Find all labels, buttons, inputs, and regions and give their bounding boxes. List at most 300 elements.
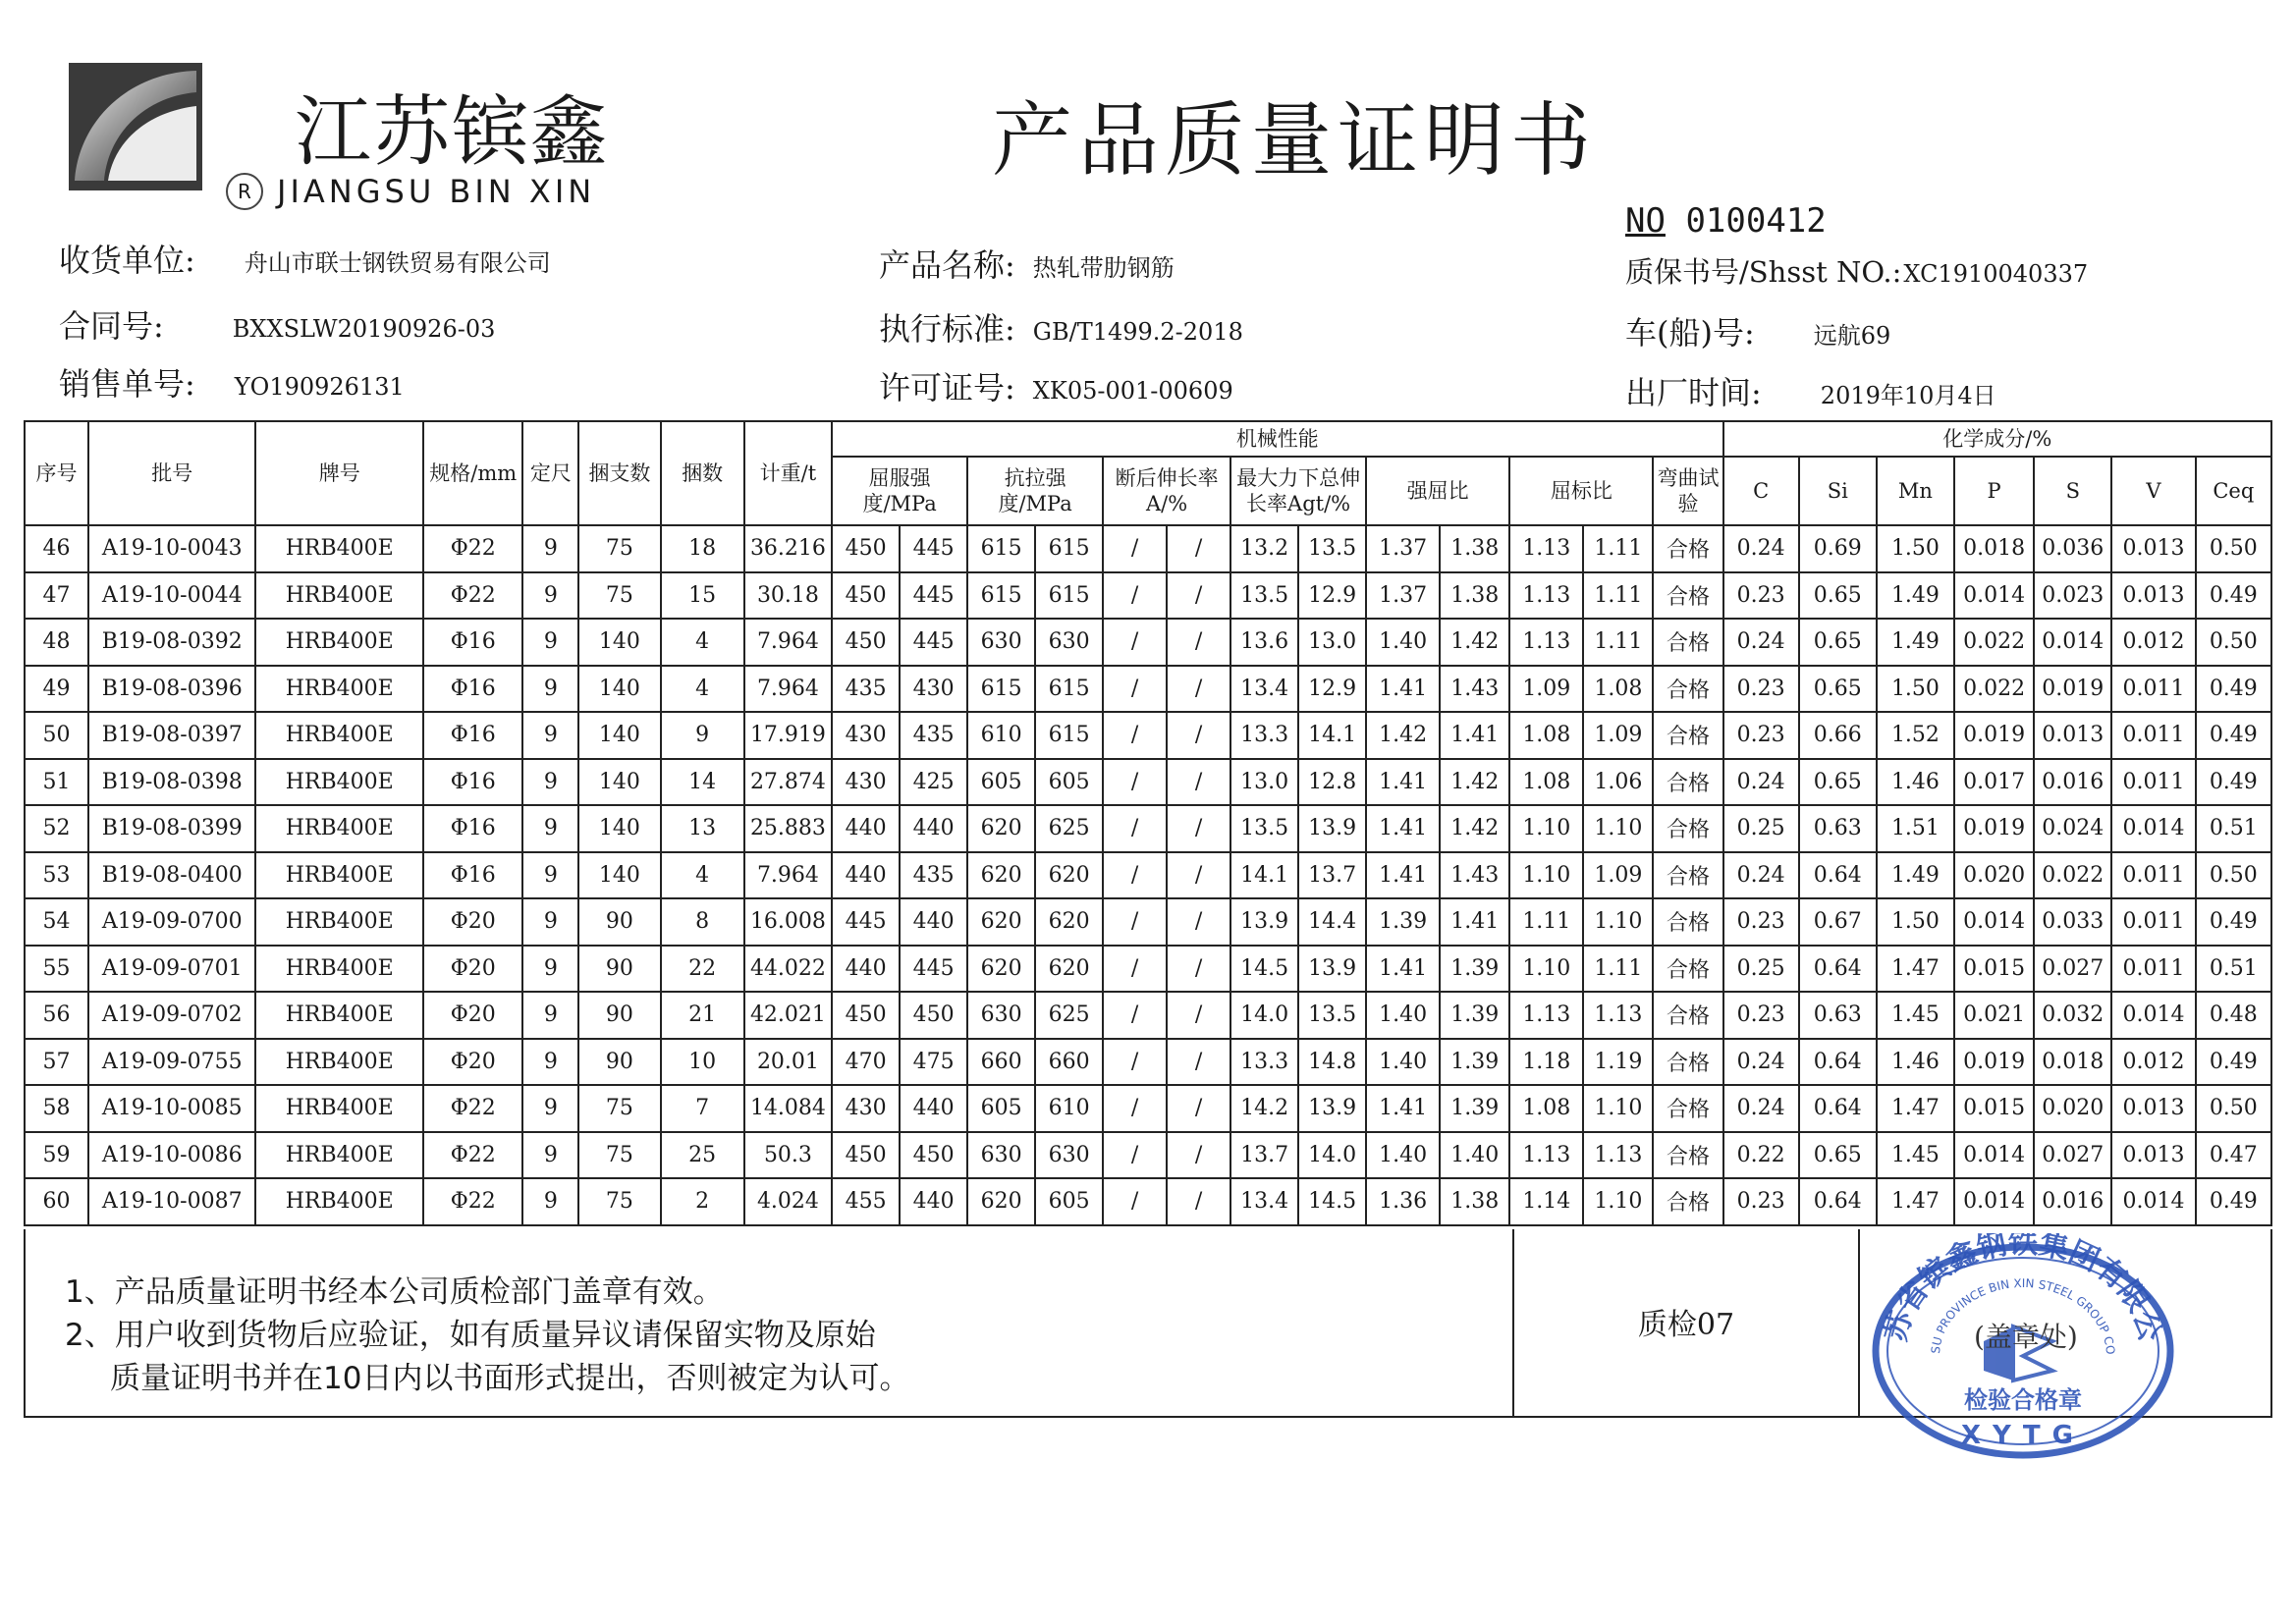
cell-batch: B19-08-0397: [88, 712, 256, 759]
note-2: 2、用户收到货物后应验证，如有质量异议请保留实物及原始: [65, 1318, 876, 1353]
document-number: [1625, 201, 1827, 241]
cell-q2: 1.11: [1583, 572, 1653, 620]
cell-ceq: 0.50: [2196, 525, 2271, 572]
cell-si: 0.65: [1799, 1132, 1877, 1179]
cell-p: 0.019: [1954, 1039, 2034, 1086]
cell-len: 9: [522, 759, 578, 806]
cell-t1: 605: [967, 759, 1035, 806]
cell-v: 0.013: [2111, 1085, 2195, 1132]
group-mechanical: 机械性能: [832, 421, 1722, 457]
cell-y2: 440: [900, 898, 967, 946]
cell-grade: HRB400E: [255, 1178, 423, 1225]
cell-q2: 1.10: [1583, 898, 1653, 946]
cell-r1: 1.41: [1366, 666, 1440, 713]
cell-grade: HRB400E: [255, 805, 423, 852]
cell-e2: /: [1167, 992, 1230, 1039]
cell-v: 0.011: [2111, 852, 2195, 899]
cell-wt: 16.008: [744, 898, 832, 946]
cell-v: 0.013: [2111, 1132, 2195, 1179]
cell-ceq: 0.50: [2196, 852, 2271, 899]
cell-r2: 1.43: [1440, 852, 1509, 899]
col-strength-ratio: 强屈比: [1366, 457, 1509, 525]
cell-ceq: 0.49: [2196, 712, 2271, 759]
cert-value: XC1910040337: [1903, 260, 2089, 288]
cell-si: 0.65: [1799, 666, 1877, 713]
cell-si: 0.64: [1799, 946, 1877, 993]
col-bundles: 捆数: [661, 421, 744, 525]
cell-a2: 12.8: [1298, 759, 1366, 806]
stamp-company-text: 苏省镔鑫钢铁集团有限公: [1879, 1233, 2167, 1345]
cell-y1: 470: [832, 1039, 900, 1086]
cell-p: 0.014: [1954, 898, 2034, 946]
cell-len: 9: [522, 805, 578, 852]
cell-grade: HRB400E: [255, 712, 423, 759]
cell-wt: 50.3: [744, 1132, 832, 1179]
cell-y2: 425: [900, 759, 967, 806]
cell-bdl: 8: [661, 898, 744, 946]
cell-ceq: 0.50: [2196, 1085, 2271, 1132]
cell-t1: 605: [967, 1085, 1035, 1132]
col-spec: 规格/mm: [423, 421, 523, 525]
cell-seq: 52: [25, 805, 88, 852]
cell-r1: 1.37: [1366, 525, 1440, 572]
consignee-label: 收货单位:: [59, 242, 195, 279]
cell-t1: 660: [967, 1039, 1035, 1086]
cell-r1: 1.41: [1366, 946, 1440, 993]
cell-y2: 450: [900, 1132, 967, 1179]
cell-grade: HRB400E: [255, 666, 423, 713]
cell-batch: B19-08-0392: [88, 619, 256, 666]
cell-wt: 44.022: [744, 946, 832, 993]
cell-spec: Φ22: [423, 1178, 523, 1225]
product-label: 产品名称:: [879, 246, 1015, 284]
cell-a2: 12.9: [1298, 572, 1366, 620]
cell-s: 0.036: [2034, 525, 2111, 572]
cell-c: 0.23: [1723, 992, 1799, 1039]
cell-r2: 1.38: [1440, 525, 1509, 572]
col-length: 定尺: [522, 421, 578, 525]
cell-ceq: 0.47: [2196, 1132, 2271, 1179]
cell-y2: 445: [900, 525, 967, 572]
company-name-en: JIANGSU BIN XIN: [277, 173, 596, 210]
cell-v: 0.011: [2111, 712, 2195, 759]
cell-a2: 14.1: [1298, 712, 1366, 759]
document-title: 产品质量证明书: [992, 94, 1598, 188]
col-weight: 计重/t: [744, 421, 832, 525]
cell-pcs: 75: [578, 525, 660, 572]
vehicle-value: 远航69: [1813, 322, 1891, 350]
cell-spec: Φ20: [423, 1039, 523, 1086]
table-row: [25, 666, 2271, 713]
cell-batch: A19-10-0085: [88, 1085, 256, 1132]
cell-s: 0.014: [2034, 619, 2111, 666]
cell-grade: HRB400E: [255, 1132, 423, 1179]
cell-a1: 14.2: [1230, 1085, 1298, 1132]
cell-ceq: 0.49: [2196, 759, 2271, 806]
cell-q2: 1.13: [1583, 992, 1653, 1039]
cell-pcs: 140: [578, 666, 660, 713]
cell-bdl: 7: [661, 1085, 744, 1132]
cell-v: 0.013: [2111, 525, 2195, 572]
cell-seq: 60: [25, 1178, 88, 1225]
table-row: [25, 572, 2271, 620]
cell-a1: 13.3: [1230, 712, 1298, 759]
standard-label: 执行标准:: [879, 310, 1015, 348]
cert-field: [1625, 250, 2088, 291]
cell-t1: 620: [967, 1178, 1035, 1225]
cell-q1: 1.08: [1509, 759, 1583, 806]
note-3: 质量证明书并在10日内以书面形式提出，否则被定为认可。: [110, 1361, 910, 1396]
cell-pcs: 140: [578, 619, 660, 666]
inspector-cell: [1512, 1229, 1860, 1416]
cell-q2: 1.10: [1583, 805, 1653, 852]
cell-si: 0.66: [1799, 712, 1877, 759]
cell-q1: 1.10: [1509, 805, 1583, 852]
cell-wt: 27.874: [744, 759, 832, 806]
cell-p: 0.021: [1954, 992, 2034, 1039]
cell-q2: 1.08: [1583, 666, 1653, 713]
cell-len: 9: [522, 712, 578, 759]
cell-spec: Φ16: [423, 712, 523, 759]
cell-t1: 620: [967, 852, 1035, 899]
cell-r2: 1.39: [1440, 992, 1509, 1039]
col-elongation: 断后伸长率A/%: [1103, 457, 1230, 525]
cell-r2: 1.43: [1440, 666, 1509, 713]
cell-c: 0.25: [1723, 805, 1799, 852]
inspector-id: 质检07: [1637, 1308, 1735, 1342]
cell-batch: A19-10-0087: [88, 1178, 256, 1225]
cell-y1: 430: [832, 1085, 900, 1132]
contract-field: [59, 301, 495, 347]
cell-len: 9: [522, 946, 578, 993]
cell-mn: 1.49: [1877, 852, 1954, 899]
cell-a2: 13.5: [1298, 525, 1366, 572]
cell-batch: A19-10-0043: [88, 525, 256, 572]
cell-a1: 14.1: [1230, 852, 1298, 899]
cell-e2: /: [1167, 1039, 1230, 1086]
table-row: [25, 712, 2271, 759]
cell-y2: 445: [900, 946, 967, 993]
cell-mn: 1.46: [1877, 1039, 1954, 1086]
cell-batch: A19-09-0755: [88, 1039, 256, 1086]
cell-r2: 1.42: [1440, 805, 1509, 852]
cell-bdl: 4: [661, 619, 744, 666]
col-ceq: Ceq: [2196, 457, 2271, 525]
table-row: [25, 1039, 2271, 1086]
cell-batch: B19-08-0398: [88, 759, 256, 806]
vehicle-label: 车(船)号:: [1625, 314, 1755, 352]
cell-a2: 14.4: [1298, 898, 1366, 946]
cell-a2: 13.5: [1298, 992, 1366, 1039]
cell-q1: 1.18: [1509, 1039, 1583, 1086]
table-row: [25, 1178, 2271, 1225]
cell-bdl: 9: [661, 712, 744, 759]
cell-ceq: 0.49: [2196, 1178, 2271, 1225]
cell-s: 0.018: [2034, 1039, 2111, 1086]
cell-t2: 625: [1035, 805, 1103, 852]
cell-spec: Φ22: [423, 525, 523, 572]
cell-t2: 615: [1035, 525, 1103, 572]
col-bend: 弯曲试验: [1653, 457, 1722, 525]
table-row: [25, 525, 2271, 572]
cell-pcs: 90: [578, 898, 660, 946]
stamp-code-text: XYTG: [1961, 1421, 2085, 1450]
cell-wt: 25.883: [744, 805, 832, 852]
cell-e1: /: [1103, 759, 1167, 806]
col-pieces: 捆支数: [578, 421, 660, 525]
cell-y1: 440: [832, 946, 900, 993]
cell-t2: 620: [1035, 852, 1103, 899]
cell-y2: 475: [900, 1039, 967, 1086]
cell-mn: 1.50: [1877, 525, 1954, 572]
cell-s: 0.016: [2034, 1178, 2111, 1225]
cell-q1: 1.10: [1509, 946, 1583, 993]
cell-e1: /: [1103, 992, 1167, 1039]
cell-y1: 450: [832, 992, 900, 1039]
cell-e1: /: [1103, 898, 1167, 946]
cell-mn: 1.47: [1877, 1178, 1954, 1225]
cell-pcs: 140: [578, 759, 660, 806]
cell-bdl: 18: [661, 525, 744, 572]
document-number-label: NO: [1625, 201, 1666, 241]
cell-si: 0.64: [1799, 1039, 1877, 1086]
cell-y1: 445: [832, 898, 900, 946]
cell-wt: 42.021: [744, 992, 832, 1039]
cell-t1: 620: [967, 898, 1035, 946]
cell-bdl: 21: [661, 992, 744, 1039]
col-si: Si: [1799, 457, 1877, 525]
cell-a2: 13.9: [1298, 946, 1366, 993]
cell-seq: 48: [25, 619, 88, 666]
cell-e2: /: [1167, 1178, 1230, 1225]
cell-seq: 49: [25, 666, 88, 713]
cell-wt: 17.919: [744, 712, 832, 759]
cell-grade: HRB400E: [255, 946, 423, 993]
cell-wt: 36.216: [744, 525, 832, 572]
cell-a1: 14.5: [1230, 946, 1298, 993]
cell-r1: 1.41: [1366, 759, 1440, 806]
cell-bend: 合格: [1653, 1039, 1722, 1086]
cell-y1: 440: [832, 852, 900, 899]
cell-v: 0.012: [2111, 619, 2195, 666]
cell-t2: 630: [1035, 1132, 1103, 1179]
cell-bend: 合格: [1653, 619, 1722, 666]
cell-mn: 1.50: [1877, 898, 1954, 946]
cell-r1: 1.37: [1366, 572, 1440, 620]
cell-y2: 435: [900, 712, 967, 759]
cell-q1: 1.13: [1509, 572, 1583, 620]
cell-q1: 1.13: [1509, 525, 1583, 572]
cell-pcs: 90: [578, 1039, 660, 1086]
cell-mn: 1.45: [1877, 992, 1954, 1039]
cell-p: 0.014: [1954, 1132, 2034, 1179]
cell-r1: 1.39: [1366, 898, 1440, 946]
cell-wt: 30.18: [744, 572, 832, 620]
cell-bdl: 2: [661, 1178, 744, 1225]
cell-mn: 1.45: [1877, 1132, 1954, 1179]
cell-v: 0.011: [2111, 666, 2195, 713]
table-row: [25, 619, 2271, 666]
cell-s: 0.032: [2034, 992, 2111, 1039]
cell-pcs: 90: [578, 992, 660, 1039]
col-agt: 最大力下总伸长率Agt/%: [1230, 457, 1366, 525]
cell-len: 9: [522, 619, 578, 666]
cell-seq: 46: [25, 525, 88, 572]
cell-v: 0.011: [2111, 946, 2195, 993]
cell-ceq: 0.51: [2196, 946, 2271, 993]
cell-pcs: 90: [578, 946, 660, 993]
cell-s: 0.024: [2034, 805, 2111, 852]
cell-y1: 450: [832, 572, 900, 620]
cell-bdl: 13: [661, 805, 744, 852]
cell-y2: 440: [900, 805, 967, 852]
vehicle-field: [1625, 308, 1890, 353]
cell-e2: /: [1167, 525, 1230, 572]
cell-mn: 1.50: [1877, 666, 1954, 713]
cell-c: 0.23: [1723, 1178, 1799, 1225]
cell-q1: 1.13: [1509, 619, 1583, 666]
cell-spec: Φ22: [423, 1085, 523, 1132]
cell-si: 0.65: [1799, 572, 1877, 620]
cell-q1: 1.14: [1509, 1178, 1583, 1225]
table-row: [25, 805, 2271, 852]
cell-bend: 合格: [1653, 712, 1722, 759]
contract-value: BXXSLW20190926-03: [232, 315, 496, 343]
cell-a1: 13.7: [1230, 1132, 1298, 1179]
cell-p: 0.015: [1954, 946, 2034, 993]
cell-a2: 13.9: [1298, 1085, 1366, 1132]
col-seq: 序号: [25, 421, 88, 525]
cell-c: 0.22: [1723, 1132, 1799, 1179]
sales-label: 销售单号:: [59, 365, 195, 403]
cell-a1: 14.0: [1230, 992, 1298, 1039]
cell-t1: 615: [967, 666, 1035, 713]
cell-bdl: 22: [661, 946, 744, 993]
cell-r2: 1.41: [1440, 898, 1509, 946]
cell-si: 0.69: [1799, 525, 1877, 572]
table-row: [25, 898, 2271, 946]
cell-e1: /: [1103, 712, 1167, 759]
cell-mn: 1.52: [1877, 712, 1954, 759]
cell-si: 0.64: [1799, 852, 1877, 899]
cell-s: 0.013: [2034, 712, 2111, 759]
cell-bdl: 4: [661, 852, 744, 899]
product-field: [879, 241, 1175, 286]
cell-s: 0.022: [2034, 852, 2111, 899]
cell-bend: 合格: [1653, 1085, 1722, 1132]
cell-seq: 51: [25, 759, 88, 806]
license-value: XK05-001-00609: [1032, 377, 1233, 405]
cell-bend: 合格: [1653, 898, 1722, 946]
cell-len: 9: [522, 1132, 578, 1179]
cell-si: 0.63: [1799, 992, 1877, 1039]
cell-len: 9: [522, 1178, 578, 1225]
cell-ceq: 0.49: [2196, 1039, 2271, 1086]
cell-r2: 1.42: [1440, 619, 1509, 666]
cell-si: 0.64: [1799, 1085, 1877, 1132]
cell-grade: HRB400E: [255, 759, 423, 806]
company-name-en-row: [226, 173, 595, 210]
cell-len: 9: [522, 992, 578, 1039]
cell-r1: 1.40: [1366, 992, 1440, 1039]
document-number-value: 0100412: [1685, 201, 1827, 241]
cell-len: 9: [522, 1085, 578, 1132]
cell-bend: 合格: [1653, 805, 1722, 852]
cell-spec: Φ16: [423, 619, 523, 666]
cell-e1: /: [1103, 1178, 1167, 1225]
cell-a1: 13.4: [1230, 666, 1298, 713]
col-yield-ratio: 屈标比: [1509, 457, 1653, 525]
cell-y1: 435: [832, 666, 900, 713]
cell-q2: 1.09: [1583, 852, 1653, 899]
cell-q1: 1.08: [1509, 1085, 1583, 1132]
cell-pcs: 140: [578, 852, 660, 899]
cell-spec: Φ22: [423, 1132, 523, 1179]
date-label: 出厂时间:: [1625, 374, 1762, 411]
cell-s: 0.019: [2034, 666, 2111, 713]
cell-seq: 54: [25, 898, 88, 946]
cell-a2: 13.9: [1298, 805, 1366, 852]
cell-t2: 615: [1035, 712, 1103, 759]
cell-batch: B19-08-0400: [88, 852, 256, 899]
cell-e1: /: [1103, 572, 1167, 620]
cell-t2: 615: [1035, 572, 1103, 620]
cell-bend: 合格: [1653, 1178, 1722, 1225]
cell-y2: 435: [900, 852, 967, 899]
cell-mn: 1.51: [1877, 805, 1954, 852]
cell-grade: HRB400E: [255, 525, 423, 572]
notes: [65, 1271, 909, 1400]
cell-grade: HRB400E: [255, 1039, 423, 1086]
cell-p: 0.015: [1954, 1085, 2034, 1132]
date-value: 2019年10月4日: [1820, 382, 1996, 409]
cell-y1: 450: [832, 619, 900, 666]
cell-q1: 1.10: [1509, 852, 1583, 899]
cell-t2: 605: [1035, 1178, 1103, 1225]
cell-ceq: 0.50: [2196, 619, 2271, 666]
cell-batch: B19-08-0396: [88, 666, 256, 713]
cell-a1: 13.5: [1230, 805, 1298, 852]
cell-c: 0.24: [1723, 619, 1799, 666]
cell-spec: Φ16: [423, 759, 523, 806]
cell-q1: 1.13: [1509, 1132, 1583, 1179]
sales-value: YO190926131: [234, 373, 405, 401]
cell-a1: 13.0: [1230, 759, 1298, 806]
cell-y1: 440: [832, 805, 900, 852]
cell-e2: /: [1167, 666, 1230, 713]
cell-c: 0.23: [1723, 572, 1799, 620]
cell-r1: 1.41: [1366, 852, 1440, 899]
cell-p: 0.022: [1954, 666, 2034, 713]
cell-t2: 610: [1035, 1085, 1103, 1132]
cell-bdl: 10: [661, 1039, 744, 1086]
col-yield: 屈服强度/MPa: [832, 457, 967, 525]
cell-batch: A19-09-0702: [88, 992, 256, 1039]
cell-seq: 50: [25, 712, 88, 759]
cell-spec: Φ22: [423, 572, 523, 620]
cell-s: 0.023: [2034, 572, 2111, 620]
cell-e1: /: [1103, 525, 1167, 572]
cell-pcs: 75: [578, 1085, 660, 1132]
cell-batch: A19-09-0700: [88, 898, 256, 946]
col-batch: 批号: [88, 421, 256, 525]
company-logo: [69, 63, 202, 190]
cell-q2: 1.11: [1583, 525, 1653, 572]
cell-e1: /: [1103, 805, 1167, 852]
cell-s: 0.027: [2034, 1132, 2111, 1179]
cell-e2: /: [1167, 852, 1230, 899]
cell-mn: 1.49: [1877, 572, 1954, 620]
